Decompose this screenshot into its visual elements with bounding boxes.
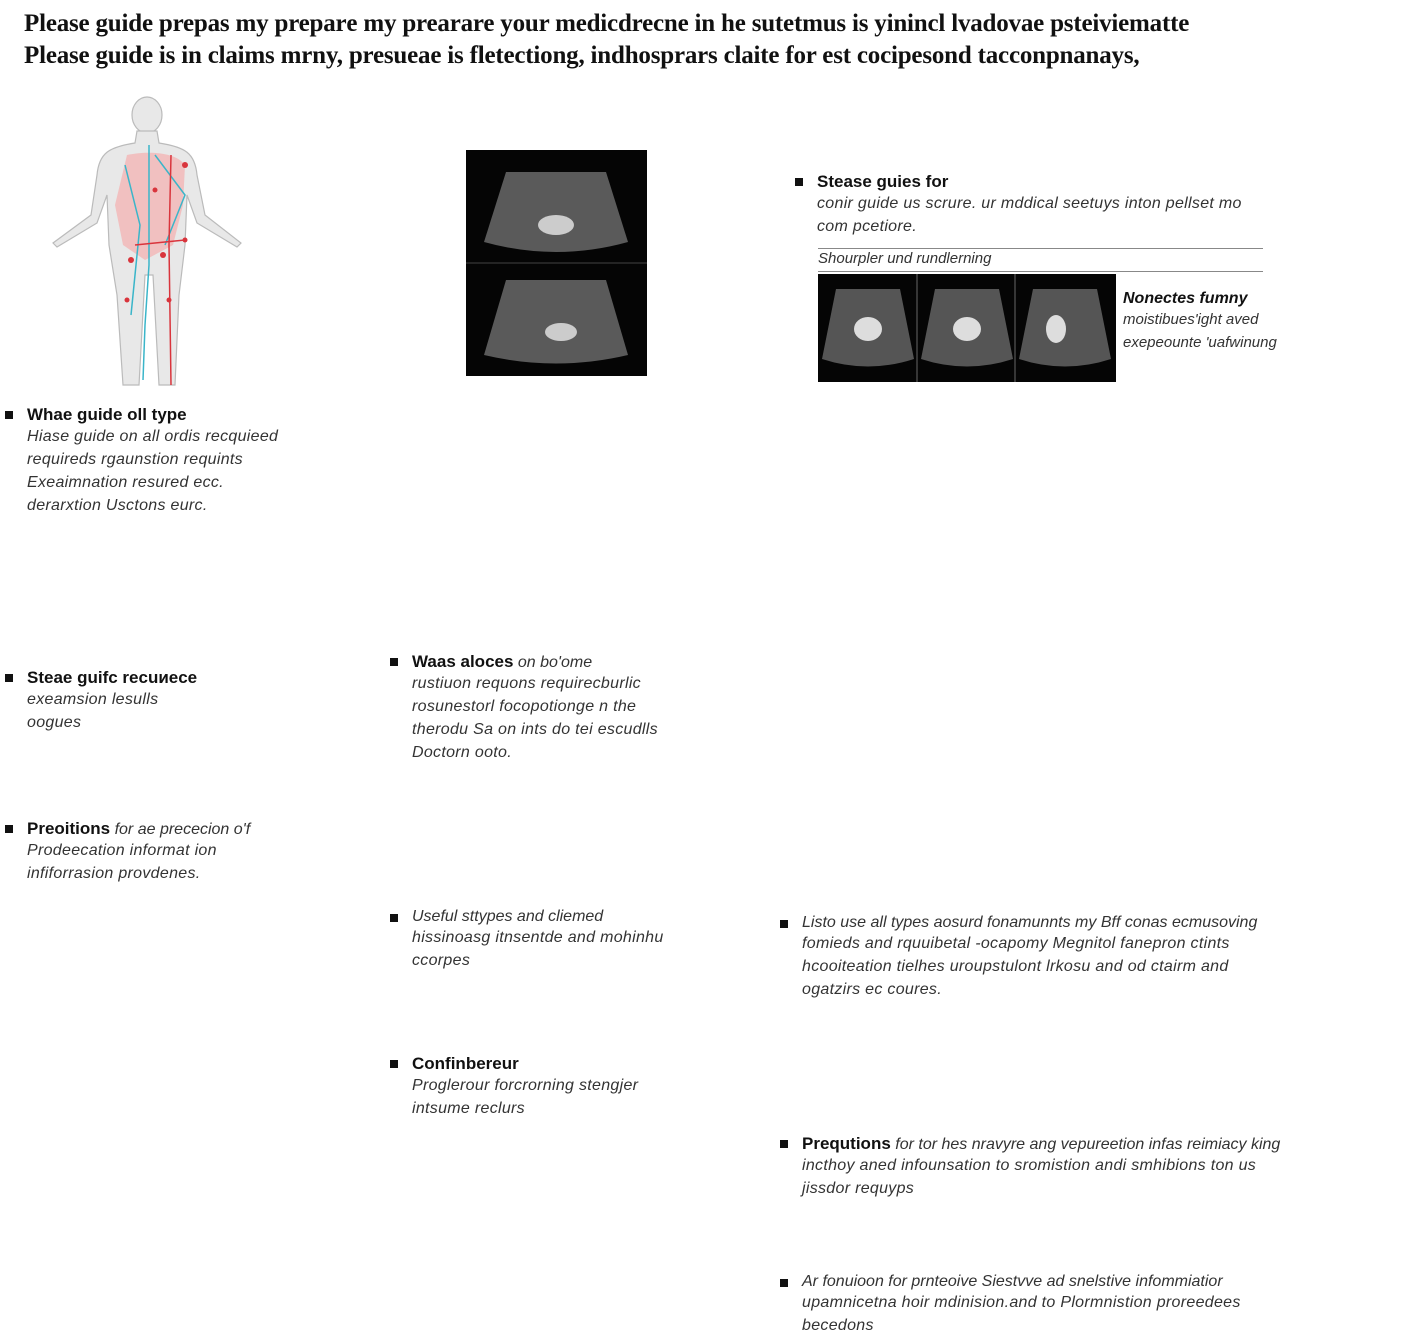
list-item <box>390 652 772 764</box>
list-item <box>5 668 387 734</box>
bullet-icon <box>5 674 13 682</box>
side-note-line: moistibues'ight aved <box>1123 311 1259 328</box>
side-note <box>1123 290 1277 354</box>
item-line: hissinoasg itnsentde and mohinhu <box>412 929 664 946</box>
item-line: jissdor requyps <box>802 1180 915 1197</box>
item-line: requireds rgaunstion requints <box>27 451 243 468</box>
item-line: upamnicetna hoir mdinision.and to Plormnistion proreedees <box>802 1294 1241 1311</box>
item-title-rest: for tor hes nravyre ang vepureetion infas reimiacy king <box>895 1136 1281 1153</box>
image-caption: Shourpler und rundlerning <box>818 250 992 267</box>
bullet-icon <box>780 1140 788 1148</box>
item-line: fomieds and rquuibetal -ocapomy Megnitol fanepron ctints <box>802 935 1230 952</box>
item-title: Waas aloces <box>412 652 514 671</box>
item-line: ogatzirs ec coures. <box>802 981 942 998</box>
side-note-title: Nonectes fumny <box>1123 290 1248 307</box>
item-line: therodu Sa on ints do tei escudlls <box>412 721 658 738</box>
right-top-section <box>795 172 1275 238</box>
item-line: Proglerour forcrorning stengjer <box>412 1077 639 1094</box>
item-title: Whae guide oll type <box>27 405 187 424</box>
bullet-icon <box>390 658 398 666</box>
section-line: conir guide us scrure. ur mddical seetuys inton pellset mo <box>817 195 1242 212</box>
list-item <box>5 405 387 517</box>
item-line: exeamsion lesulls <box>27 691 159 708</box>
item-title-rest: Ar fonuioon for prnteoive Siestvve ad snelstive infommiatior <box>802 1273 1223 1290</box>
bullet-icon <box>390 1060 398 1068</box>
item-line: hcooiteation tielhes uroupstulont lrkosu and od ctairm and <box>802 958 1229 975</box>
item-title: Confinbereur <box>412 1054 519 1073</box>
item-title: Prequtions <box>802 1134 891 1153</box>
bullet-icon <box>780 920 788 928</box>
item-line: rosunestorl focopotionge n the <box>412 698 637 715</box>
bullet-icon <box>5 411 13 419</box>
item-line: Exeaimnation resured ecc. <box>27 474 224 491</box>
heading-line-2: Please guide is in claims mrny, presueae is fletectiong, indhosprars claite for est cocipesond tacconpnanays, <box>24 42 1140 69</box>
item-line: rustiuon requons requirecburlic <box>412 675 641 692</box>
item-line: Hiase guide on all ordis recquieed <box>27 428 279 445</box>
item-line: infiforrasion provdenes. <box>27 865 201 882</box>
item-line: derarxtion Usctons eurc. <box>27 497 208 514</box>
ultrasound-strip <box>818 274 1116 382</box>
body-anatomy-figure <box>45 95 250 391</box>
item-line: ccorpes <box>412 952 471 969</box>
list-item <box>5 819 387 885</box>
item-line: intsume reclurs <box>412 1100 525 1117</box>
item-line: Doctorn ooto. <box>412 744 512 761</box>
item-title-rest: Useful sttypes and cliemed <box>412 908 604 925</box>
list-item <box>780 914 1402 1001</box>
bullet-icon <box>390 914 398 922</box>
list-item <box>780 1134 1402 1200</box>
item-title: Steae guifc recuиece <box>27 668 198 687</box>
item-line: Prodeecation informat ion <box>27 842 217 859</box>
heading-line-1: Please guide prepas my preparе my prearare your medicdrecne in he sutetmus is yinincl lvadovae psteiviematte <box>24 10 1190 37</box>
item-title-rest: Listo use all types aosurd fonamunnts my Bff conas ecmusoving <box>802 914 1258 931</box>
bullet-icon <box>5 825 13 833</box>
item-line: incthoy aned infounsation to sromistion andi smhibions ton us <box>802 1157 1257 1174</box>
item-title: Preoitions <box>27 819 111 838</box>
item-title-rest: for ae prececion o'f <box>114 821 251 838</box>
side-note-line: exepeounte 'uafwinung <box>1123 334 1277 351</box>
bullet-icon <box>795 178 803 186</box>
list-item <box>390 1054 772 1120</box>
list-item <box>390 908 772 972</box>
section-line: com pcetiore. <box>817 218 917 235</box>
section-title: Stease guies for <box>817 172 949 191</box>
bullet-icon <box>780 1279 788 1287</box>
item-line: oogues <box>27 714 82 731</box>
ultrasound-image-stack <box>466 150 647 376</box>
item-title-rest: on bo'ome <box>517 654 593 671</box>
item-line: becedons <box>802 1317 874 1334</box>
list-item <box>780 1273 1402 1337</box>
